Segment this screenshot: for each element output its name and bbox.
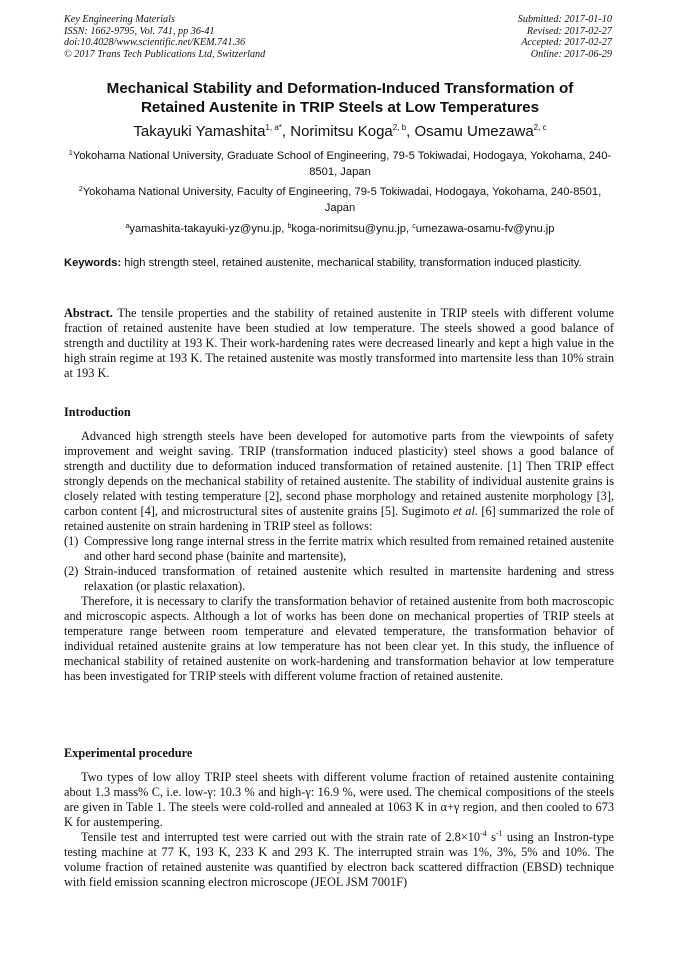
introduction-body [64, 429, 614, 684]
paragraph-text: Tensile test and interrupted test were carried out with the strain rate of 2.8×10 [81, 830, 481, 844]
issn: ISSN: 1662-9795, Vol. 741, pp 36-41 [64, 25, 215, 37]
email-mark: c [412, 223, 416, 230]
list-item [64, 564, 614, 594]
paragraph [64, 830, 614, 890]
online-date: Online: 2017-06-29 [530, 48, 612, 60]
list-item [64, 534, 614, 564]
keywords [64, 256, 614, 271]
paragraph: Therefore, it is necessary to clarify the transformation behavior of retained austenite from both macroscopic and microscopic aspects. Although a lot of works has been done on mechanical properties of TRIP steels at temperature range between room temperature and elevated temperature, the transformation behavior of individual retained austenite grains at low temperature has not been clear yet. In this study, the influence of mechanical stability of retained austenite on work-hardening and transformation behavior at low temperature has been investigated for TRIP steels with different volume fraction of retained austenite. [64, 594, 614, 683]
section-heading-experimental: Experimental procedure [64, 746, 193, 760]
paragraph [64, 429, 614, 534]
title-line-2: Retained Austenite in TRIP Steels at Low Temperatures [140, 99, 540, 116]
affiliation-text: Yokohama National University, Graduate School of Engineering, 79-5 Tokiwadai, Hodogaya, Yokohama, 240-8501, Japan [72, 150, 612, 178]
affiliation-mark: 2 [78, 186, 83, 193]
submitted-date: Submitted: 2017-01-10 [517, 14, 612, 25]
email-mark: a [125, 223, 130, 230]
list-number: (1) [64, 534, 79, 548]
paragraph-text: using an Instron-type testing machine at 77 K, 193 K, 233 K and 293 K. The interrupted strain was 1%, 3%, 5% and 10%. The volume fraction of retained austenite was quantified by electron back scattered diffraction (EBSD) technique with field emission scanning electron microscope (JEOL JSM 7001F) [64, 830, 614, 889]
journal-name: Key Engineering Materials [64, 14, 175, 25]
author-emails [66, 221, 614, 237]
paragraph-text: s [486, 830, 496, 844]
abstract-text: The tensile properties and the stability of retained austenite in TRIP steels with different volume fraction of retained austenite have been studied at low temperature. The steels showed a good balance of strength and ductility at 193 K. Their work-hardening rates were decreased linearly and kept a high value in the high strain regime at 193 K. The retained austenite was mostly transformed into martensite less than 10% strain at 193 K. [64, 306, 614, 380]
revised-date: Revised: 2017-02-27 [526, 25, 612, 37]
author-affiliation-mark: 2, b [392, 123, 407, 132]
list-text: Strain-induced transformation of retained austenite which resulted in martensite hardening and stress relaxation (or plastic relaxation). [84, 564, 614, 593]
paragraph: Two types of low alloy TRIP steel sheets with different volume fraction of retained austenite containing about 1.3 mass% C, i.e. low-γ: 10.3 % and high-γ: 16.9 %, were used. The chemical compositions of the steels are given in Table 1. The steels were cold-rolled and annealed at 1063 K in α+γ region, and then cooled to 673 K for austempering. [64, 770, 614, 829]
affiliation-mark: 1 [68, 150, 73, 157]
author-affiliation-mark: 2, c [533, 123, 547, 132]
email-link[interactable]: koga-norimitsu@ynu.jp, [291, 223, 413, 235]
keywords-label: Keywords: [64, 257, 122, 269]
abstract-label: Abstract. [64, 306, 113, 320]
affiliation-text: Yokohama National University, Faculty of Engineering, 79-5 Tokiwadai, Hodogaya, Yokohama, 240-8501, Japan [82, 186, 602, 214]
doi: doi:10.4028/www.scientific.net/KEM.741.36 [64, 37, 246, 49]
abstract [64, 306, 614, 381]
title-line-1: Mechanical Stability and Deformation-Induced Transformation of [106, 80, 574, 97]
exponent: -1 [495, 829, 503, 838]
affiliation-1 [66, 148, 614, 180]
author-name: Takayuki Yamashita [133, 123, 266, 140]
email-link[interactable]: yamashita-takayuki-yz@ynu.jp, [129, 223, 288, 235]
paper-title [40, 79, 640, 117]
author-name: Norimitsu Koga [290, 123, 393, 140]
copyright: © 2017 Trans Tech Publications Ltd, Switzerland [64, 48, 266, 60]
affiliation-2 [66, 184, 614, 216]
email-mark: b [287, 223, 292, 230]
author-list [40, 122, 640, 141]
section-heading-introduction: Introduction [64, 405, 131, 419]
journal-info [64, 14, 265, 60]
email-link[interactable]: umezawa-osamu-fv@ynu.jp [415, 223, 555, 235]
experimental-body [64, 770, 614, 890]
keywords-text: high strength steel, retained austenite, mechanical stability, transformation induced plasticity. [121, 257, 582, 269]
list-text: Compressive long range internal stress in the ferrite matrix which resulted from remained retained austenite and other hard second phase (bainite and martensite), [84, 534, 614, 563]
emphasis-text: et al. [452, 504, 478, 518]
publication-dates [518, 14, 612, 60]
author-separator: , [406, 123, 415, 140]
paragraph-text: Advanced high strength steels have been developed for automotive parts from the viewpoints of safety improvement and weight saving. TRIP (transformation induced plasticity) steel shows a good balance of strength and ductility due to deformation induced transformation of retained austenite. [1] Then TRIP effect strongly depends on the mechanical stability of retained austenite. The stability of individual austenite grains is closely related with testing temperature [2], second phase morphology and retained austenite morphology [3], carbon content [4], and microstructural sites of austenite grains [5]. Sugimoto [64, 429, 614, 518]
paragraph-text: [6] summarized the role of retained austenite on strain hardening in TRIP steel as follows: [64, 504, 614, 533]
author-name: Osamu Umezawa [414, 123, 534, 140]
list-number: (2) [64, 564, 79, 578]
exponent: -4 [480, 829, 487, 838]
author-affiliation-mark: 1, a* [265, 123, 282, 132]
accepted-date: Accepted: 2017-02-27 [521, 37, 612, 49]
author-separator: , [281, 123, 291, 140]
